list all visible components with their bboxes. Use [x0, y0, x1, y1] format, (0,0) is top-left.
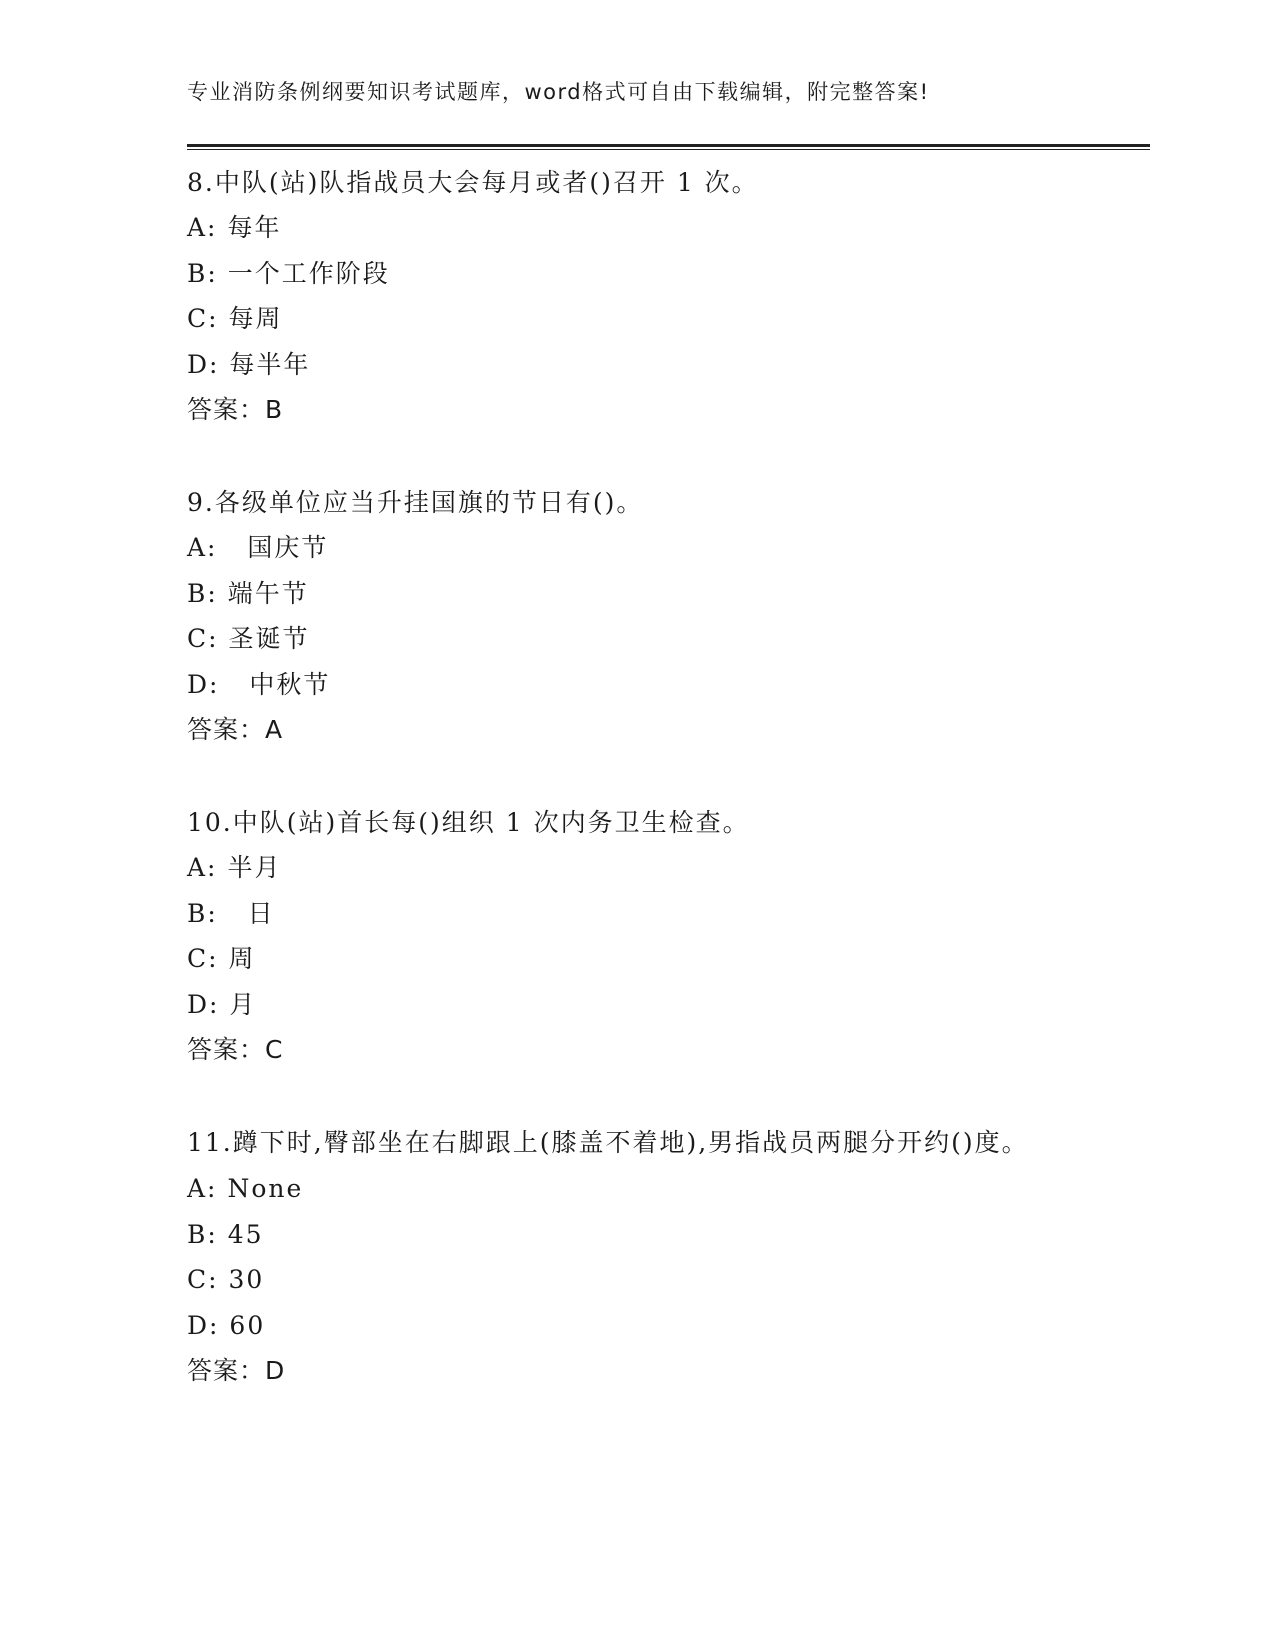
option-text: 45: [227, 1219, 264, 1249]
option-label: A:: [187, 533, 218, 562]
option-label: B:: [187, 898, 218, 928]
option-text: 月: [229, 989, 257, 1019]
option-a: [187, 845, 1087, 891]
page-header: 专业消防条例纲要知识考试题库，word格式可自由下载编辑，附完整答案!: [187, 80, 930, 104]
option-text: None: [227, 1174, 304, 1203]
option-a: [187, 525, 1087, 571]
option-d: [187, 1303, 1087, 1349]
option-text: 30: [228, 1265, 265, 1294]
question-11: [187, 1120, 1087, 1393]
option-c: [187, 1257, 1087, 1303]
question-stem: 9.各级单位应当升挂国旗的节日有()。: [187, 488, 644, 517]
option-label: D:: [187, 349, 220, 379]
option-label: A:: [187, 213, 218, 242]
option-text: 60: [229, 1310, 266, 1340]
option-b: [187, 1212, 1087, 1258]
option-d: [187, 342, 1087, 388]
option-text: 圣诞节: [228, 624, 310, 653]
question-stem: 8.中队(站)队指战员大会每月或者()召开 1 次。: [187, 168, 759, 197]
option-label: B:: [187, 258, 218, 288]
question-10: [187, 800, 1087, 1072]
answer: 答案：D: [187, 1356, 286, 1385]
option-label: B:: [187, 578, 218, 608]
option-text: 国庆节: [227, 533, 329, 562]
option-text: 周: [228, 944, 256, 973]
option-label: A:: [187, 1174, 218, 1203]
option-a: [187, 1166, 1087, 1212]
option-text: 半月: [227, 853, 282, 882]
question-stem: 11.蹲下时,臀部坐在右脚跟上(膝盖不着地),男指战员两腿分开约()度。: [187, 1128, 1029, 1157]
option-label: C:: [187, 1265, 219, 1294]
option-label: D:: [187, 989, 220, 1019]
option-d: [187, 662, 1087, 708]
question-9: [187, 480, 1087, 752]
question-stem: 10.中队(站)首长每()组织 1 次内务卫生检查。: [187, 808, 750, 837]
option-text: 端午节: [227, 578, 309, 608]
option-label: D:: [187, 669, 220, 699]
option-label: B:: [187, 1219, 218, 1249]
answer: 答案：A: [187, 715, 284, 744]
header-divider: [187, 144, 1150, 150]
option-text: 一个工作阶段: [227, 258, 390, 288]
option-d: [187, 982, 1087, 1028]
option-label: C:: [187, 944, 219, 973]
option-b: [187, 571, 1087, 617]
option-text: 每年: [227, 213, 282, 242]
option-c: [187, 936, 1087, 982]
option-text: 日: [227, 898, 275, 928]
answer: 答案：C: [187, 1035, 284, 1064]
option-c: [187, 616, 1087, 662]
question-8: [187, 160, 1087, 432]
option-c: [187, 296, 1087, 342]
option-text: 每半年: [229, 349, 311, 379]
option-label: C:: [187, 304, 219, 333]
answer: 答案：B: [187, 395, 284, 424]
option-b: [187, 891, 1087, 937]
option-label: A:: [187, 853, 218, 882]
option-b: [187, 251, 1087, 297]
option-a: [187, 205, 1087, 251]
option-label: D:: [187, 1310, 220, 1340]
option-text: 中秋节: [229, 669, 331, 699]
option-text: 每周: [228, 304, 283, 333]
question-list: [187, 160, 1087, 1441]
option-label: C:: [187, 624, 219, 653]
